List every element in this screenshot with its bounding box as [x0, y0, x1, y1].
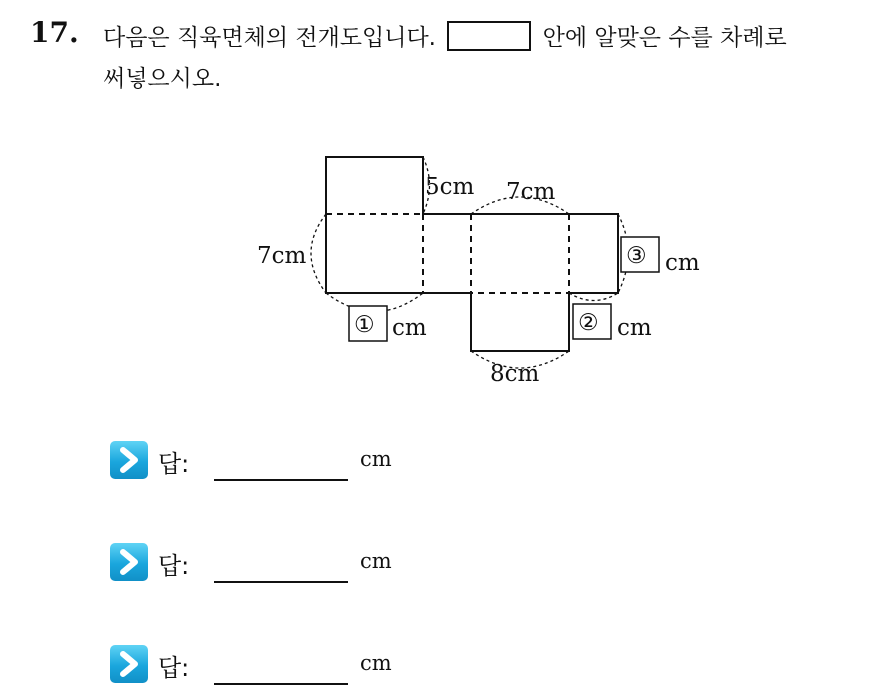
box-1-unit: cm: [392, 315, 427, 341]
answer-input-line[interactable]: [214, 683, 348, 685]
box-2-unit: cm: [617, 315, 652, 341]
chevron-right-icon: [110, 543, 148, 581]
answer-input-line[interactable]: [214, 581, 348, 583]
box-2-symbol: ②: [578, 310, 599, 336]
chevron-right-icon: [110, 645, 148, 683]
label-7cm-left: 7cm: [257, 243, 307, 269]
answer-label: 답:: [158, 552, 190, 580]
answer-label: 답:: [158, 654, 190, 682]
answer-input-line[interactable]: [214, 479, 348, 481]
label-5cm: 5cm: [425, 174, 475, 200]
box-1-symbol: ①: [354, 312, 375, 338]
box-3-unit: cm: [665, 250, 700, 276]
answer-label: 답:: [158, 450, 190, 478]
answer-unit: cm: [360, 651, 392, 675]
answer-row-3: [110, 645, 430, 685]
dimension-arc-2: [569, 293, 618, 301]
question-text-after: 안에 알맞은 수를 차례로: [542, 25, 787, 51]
question-number: 17.: [30, 16, 79, 49]
question-text-before: 다음은 직육면체의 전개도입니다.: [103, 25, 436, 51]
question-line-2: 써넣으시오.: [103, 66, 222, 92]
dimension-arc-7cm-left: [311, 214, 326, 293]
label-8cm: 8cm: [490, 361, 540, 387]
box-3-symbol: ③: [626, 243, 647, 269]
answer-row-2: [110, 543, 430, 583]
label-7cm-top: 7cm: [506, 179, 556, 205]
answer-unit: cm: [360, 549, 392, 573]
chevron-right-icon: [110, 441, 148, 479]
answer-row-1: [110, 441, 430, 481]
answer-unit: cm: [360, 447, 392, 471]
